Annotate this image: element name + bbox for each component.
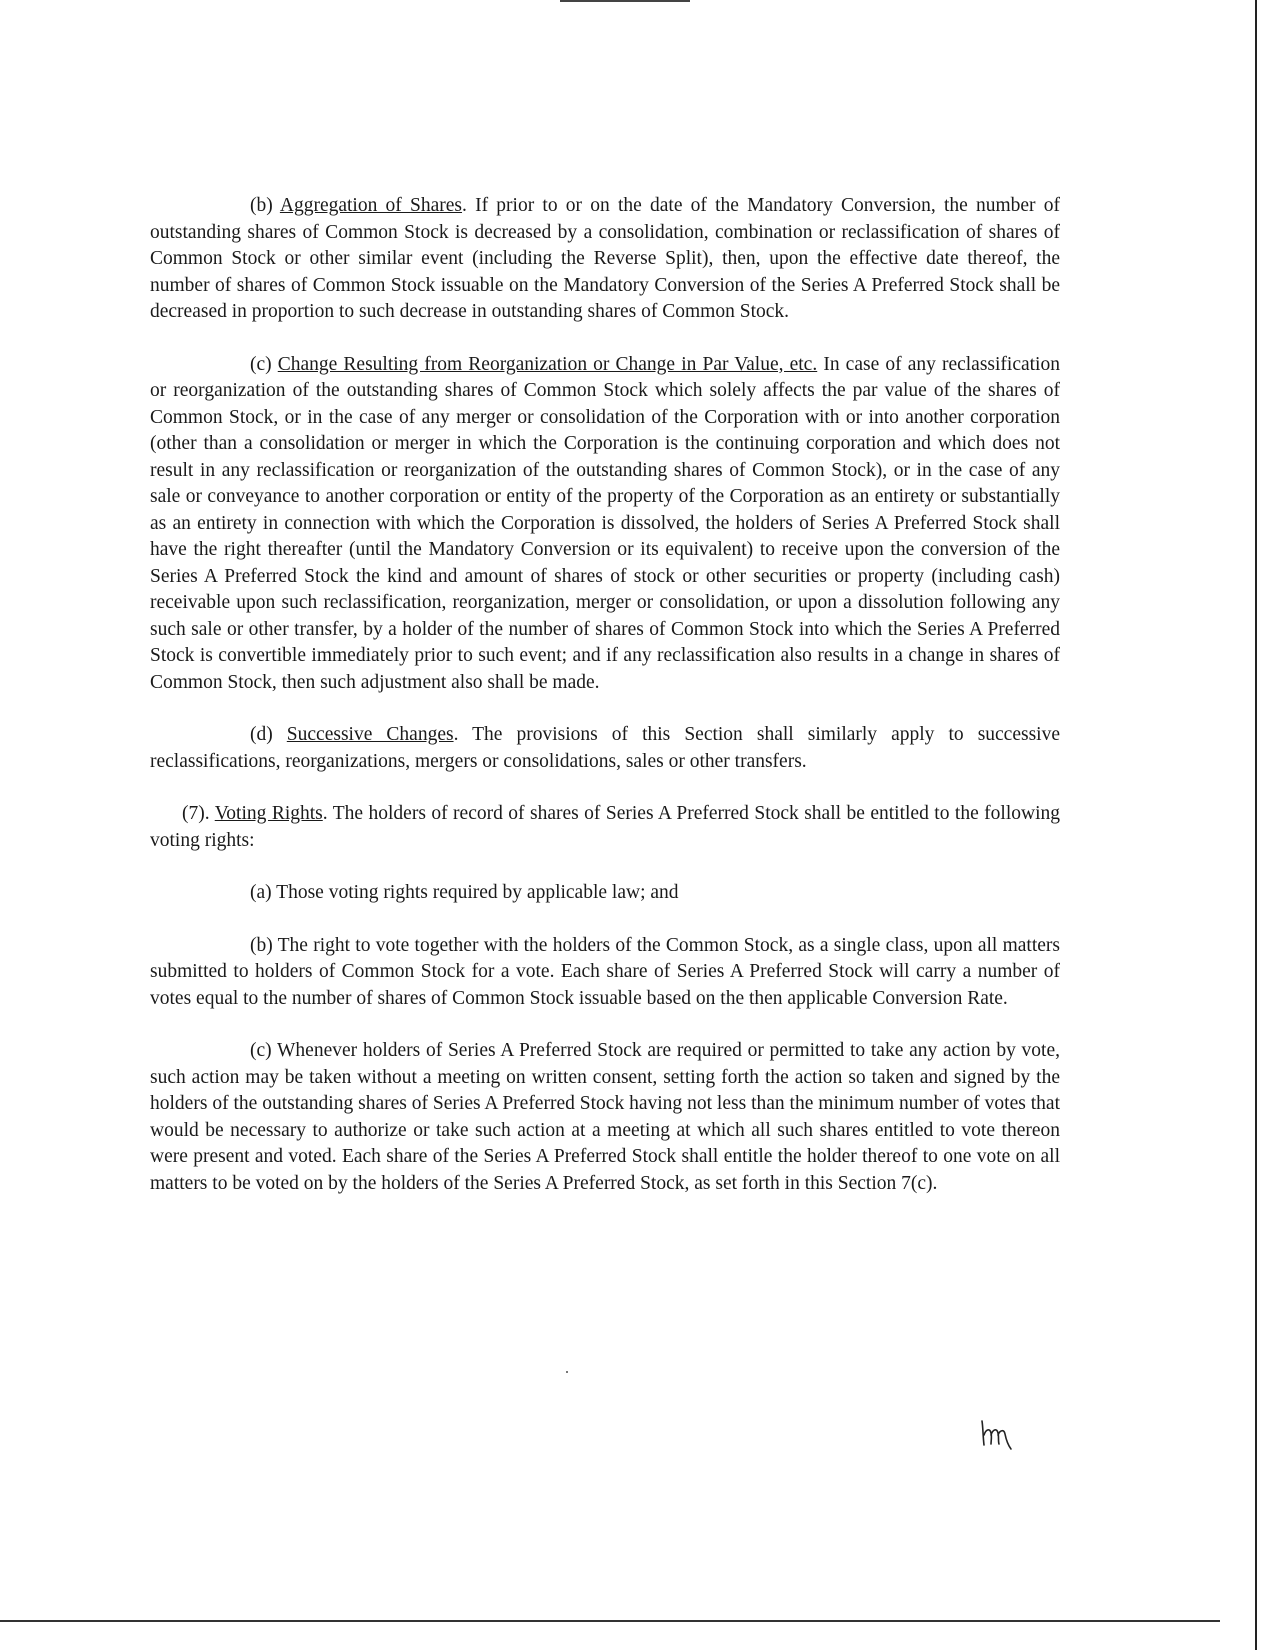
section-d-lead: (d) <box>250 724 287 745</box>
section-b-body: . If prior to or on the date of the Mandatory Conversion, the number of outstanding shares of Common Stock is decreased by a consolidation, combination or reclassification of shares of Common Stock or other similar event (including the Reverse Split), then, upon the effective date thereof, the number of shares of Common Stock issuable on the Mandatory Conversion of the Series A Preferred Stock shall be decreased in proportion to such decrease in outstanding shares of Common Stock. <box>150 195 1061 322</box>
handwritten-initials-icon <box>978 1415 1018 1451</box>
section-c-title: Change Resulting from Reorganization or Change in Par Value, etc. <box>277 353 818 375</box>
section-7-body: . The holders of record of shares of Series A Preferred Stock shall be entitled to the following voting rights: <box>150 803 1061 851</box>
section-c-body: In case of any reclassification or reorganization of the outstanding shares of Common Stock which solely affects the par value of the shares of Common Stock, or in the case of any merger or consolidation of the Corporation with or into another corporation (other than a consolidation or merger in which the Corporation is the continuing corporation and which does not result in any reclassification or reorganization of the outstanding shares of Common Stock), or in the case of any sale or conveyance to another corporation or entity of the property of the Corporation as an entirety or substantially as an entirety in connection with which the Corporation is dissolved, the holders of Series A Preferred Stock shall have the right thereafter (until the Mandatory Conversion or its equivalent) to receive upon the conversion of the Series A Preferred Stock the kind and amount of shares of stock or other securities or property (including cash) receivable upon such reclassification, reorganization, merger or consolidation, or upon a dissolution following any such sale or other transfer, by a holder of the number of shares of Common Stock into which the Series A Preferred Stock is convertible immediately prior to such event; and if any reclassification also results in a change in shares of Common Stock, then such adjustment also shall be made. <box>150 353 1060 693</box>
section-d-body: . The provisions of this Section shall similarly apply to successive reclassifications, reorganizations, mergers or consolidations, sales or other transfers. <box>150 724 1060 772</box>
section-b-title: Aggregation of Shares <box>279 195 463 216</box>
section-d-title: Successive Changes <box>286 724 454 745</box>
section-c-change <box>150 352 1060 697</box>
section-7a: (a) Those voting rights required by applicable law; and <box>250 882 679 903</box>
scan-right-edge <box>1255 0 1257 1650</box>
section-7-voting-rights <box>150 801 1060 854</box>
document-body <box>150 193 1060 1223</box>
scan-top-mark <box>560 0 690 2</box>
scan-speck <box>566 1371 568 1373</box>
section-b-lead: (b) <box>250 195 280 216</box>
section-c-lead: (c) <box>250 353 278 375</box>
section-7-title: Voting Rights <box>214 803 323 824</box>
section-7c: (c) Whenever holders of Series A Preferred Stock are required or permitted to take any action by vote, such action may be taken without a meeting on written consent, setting forth the action so taken and signed by the holders of the outstanding shares of Series A Preferred Stock having not less than the minimum number of votes that would be necessary to authorize or take such action at a meeting at which all such shares entitled to vote thereon were present and voted. Each share of the Series A Preferred Stock shall entitle the holder thereof to one vote on all matters to be voted on by the holders of the Series A Preferred Stock, as set forth in this Section 7(c). <box>150 1040 1060 1194</box>
section-7-lead: (7). <box>182 803 215 824</box>
section-b-aggregation <box>150 193 1060 326</box>
scan-bottom-edge <box>0 1620 1220 1622</box>
section-d-successive <box>150 722 1060 775</box>
section-7b: (b) The right to vote together with the holders of the Common Stock, as a single class, upon all matters submitted to holders of Common Stock for a vote. Each share of Series A Preferred Stock will carry a number of votes equal to the number of shares of Common Stock issuable based on the then applicable Conversion Rate. <box>150 934 1060 1009</box>
